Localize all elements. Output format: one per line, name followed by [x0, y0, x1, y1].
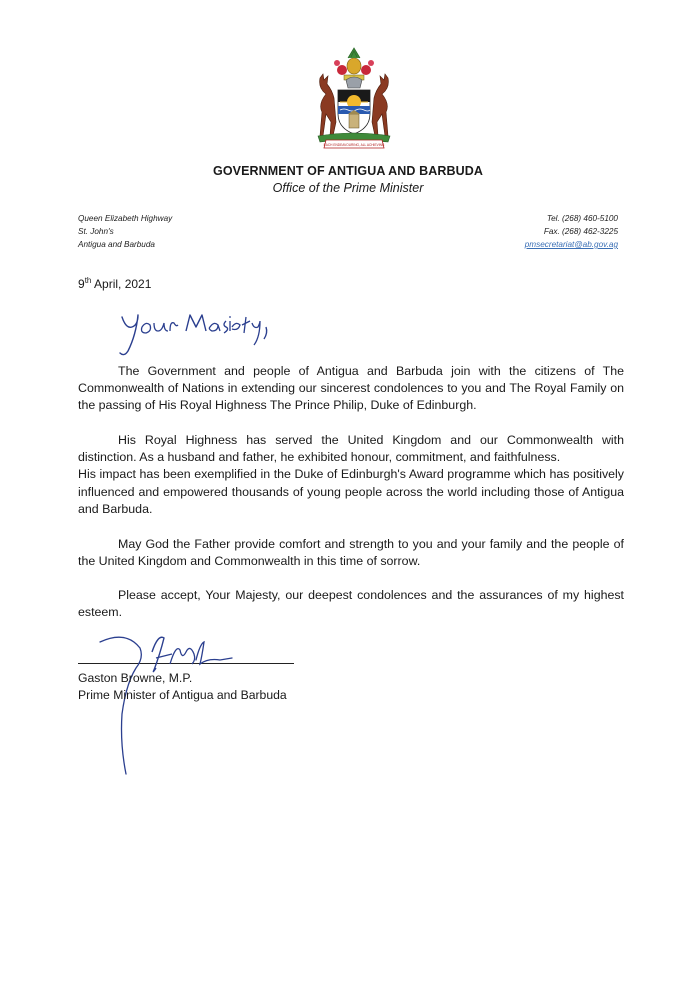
paragraph-text: May God the Father provide comfort and strength to you and your family and the people of the United Kingdom and Commonwealth in this time of sorrow.: [78, 537, 624, 569]
telephone-number: Tel. (268) 460-5100: [546, 214, 618, 223]
paragraph-closing: [78, 587, 624, 621]
paragraph-condolences-intro: [78, 363, 624, 415]
email-link[interactable]: pmsecretariat@ab.gov.ag: [524, 240, 618, 249]
address-line-city: St. John's: [78, 227, 114, 236]
paragraph-text: Please accept, Your Majesty, our deepest condolences and the assurances of my highest esteem.: [78, 588, 624, 620]
date-month-year: April, 2021: [91, 277, 152, 291]
date-day: 9: [78, 277, 85, 291]
signer-name: Gaston Browne, M.P.: [78, 671, 193, 685]
paragraph-text: The Government and people of Antigua and Barbuda join with the citizens of The Commonwealth of Nations in extending our sincerest condolences to you and The Royal Family on the passing of His Royal Highness The Prince Philip, Duke of Edinburgh.: [78, 364, 624, 413]
handwritten-signature: [96, 624, 236, 784]
office-address: [78, 212, 172, 251]
office-contact: [525, 212, 618, 251]
address-line-country: Antigua and Barbuda: [78, 240, 155, 249]
paragraph-text: His impact has been exemplified in the Duke of Edinburgh's Award programme which has positively influenced and empowered thousands of young people across the world including those of Antigua and Barbuda.: [78, 467, 624, 516]
paragraph-blessing: [78, 536, 624, 570]
letter-date: [78, 276, 151, 291]
handwritten-salutation: [112, 305, 282, 360]
address-line-street: Queen Elizabeth Highway: [78, 214, 173, 223]
date-ordinal-suffix: th: [84, 276, 92, 285]
letterhead-subtitle: Office of the Prime Minister: [272, 181, 424, 195]
fax-number: Fax. (268) 462-3225: [543, 227, 618, 236]
svg-text:EACH ENDEAVOURING, ALL ACHIEVI: EACH ENDEAVOURING, ALL ACHIEVING: [323, 143, 385, 147]
paragraph-text: His Royal Highness has served the United Kingdom and our Commonwealth with distinction. As a husband and father, he exhibited honour, commitment, and faithfulness.: [78, 433, 624, 465]
letterhead-title: GOVERNMENT OF ANTIGUA AND BARBUDA: [213, 164, 483, 178]
signer-title: Prime Minister of Antigua and Barbuda: [78, 688, 287, 702]
coat-of-arms-crest: [304, 44, 404, 154]
paragraph-service-and-impact: [78, 432, 624, 518]
